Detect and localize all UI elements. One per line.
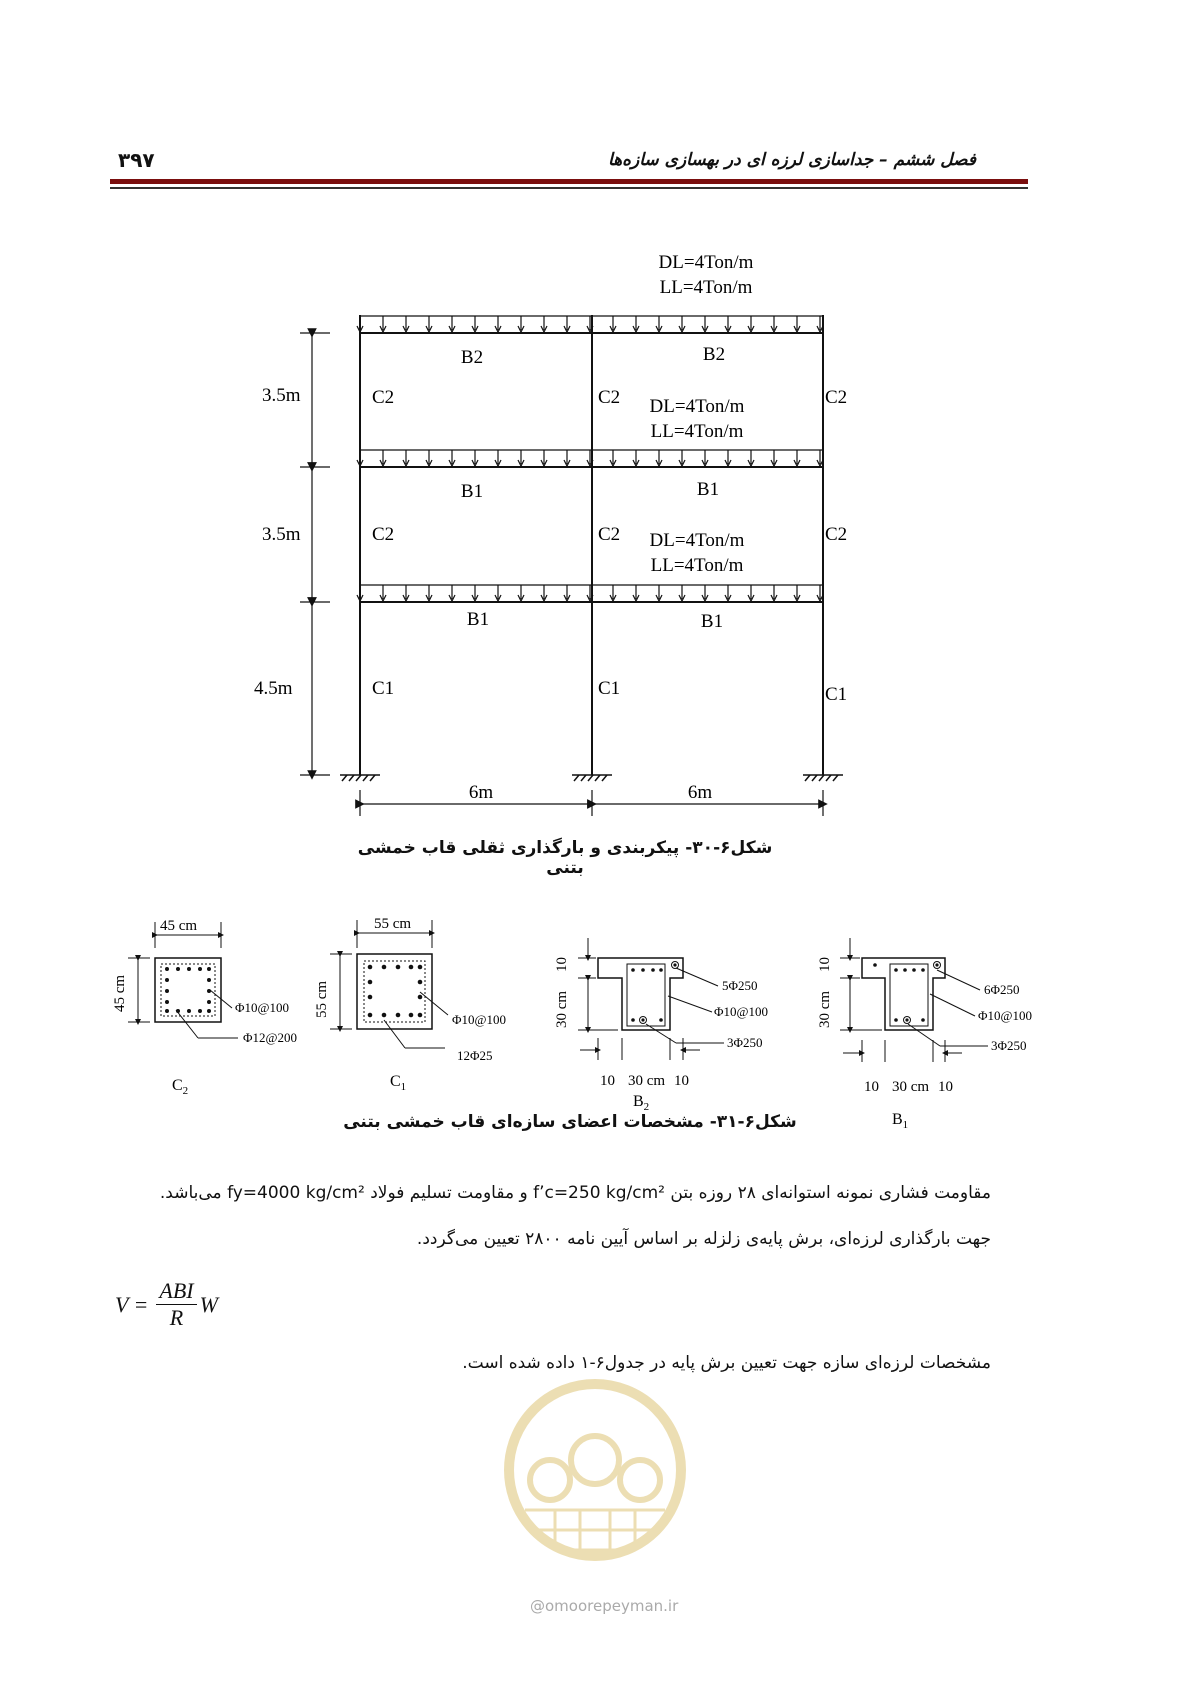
sections-diagram [0, 900, 1191, 1140]
b1-label: $B_1$ [892, 1111, 909, 1131]
col-label-top-mid: C2 [598, 387, 621, 408]
b2-top-bars: 5Φ250 [722, 978, 758, 993]
beam-label-b2-left: B2 [460, 347, 484, 368]
story-dimension-line [300, 333, 330, 775]
rebar-dots-c1 [368, 965, 423, 1018]
rebar-dots-b1 [873, 962, 940, 1024]
col-label-top-right: C2 [825, 387, 848, 408]
c2-bars: Φ12@200 [243, 1030, 297, 1045]
b2-dim-mid: 30 cm [628, 1073, 666, 1089]
formula-fraction [156, 1278, 196, 1331]
span-dimension-line [360, 790, 823, 816]
rebar-dots-c2 [165, 967, 211, 1013]
figure-30-caption: شکل۶-۳۰- پیکربندی و بارگذاری ثقلی قاب خمشی بتنی [357, 838, 773, 878]
c2-ties: Φ10@100 [235, 1000, 289, 1015]
col-label-mid-right: C2 [825, 524, 848, 545]
watermark-text: @omoorepeyman.ir [530, 1597, 679, 1615]
b1-depth: 30 cm [817, 990, 833, 1028]
chapter-title: فصل ششم – جداسازی لرزه ای در بهسازی سازه‌ها [607, 150, 976, 170]
load-dl-mid: DL=4Ton/m [649, 396, 745, 417]
b2-depth: 30 cm [554, 990, 570, 1028]
b1-dim-mid: 30 cm [892, 1079, 930, 1095]
paragraph-seismic-properties: مشخصات لرزه‌ای سازه جهت تعیین برش پایه در جدول۶-۱ داده شده است. [462, 1353, 991, 1373]
load-ll-bot: LL=4Ton/m [650, 555, 744, 576]
frame-diagram [0, 0, 1191, 820]
b1-ties: Φ10@100 [978, 1008, 1032, 1023]
base-shear-formula [115, 1278, 218, 1331]
c2-height: 45 cm [112, 974, 128, 1012]
col-label-mid-mid: C2 [598, 524, 621, 545]
b1-top-bars: 6Φ250 [984, 982, 1020, 997]
b1-dim-left: 10 [864, 1079, 879, 1095]
b2-dim-right: 10 [674, 1073, 689, 1089]
distributed-load-arrows [357, 316, 823, 601]
b2-slab: 10 [554, 957, 570, 972]
section-b2 [578, 938, 724, 1060]
beam-label-b1-bot-left: B1 [466, 609, 490, 630]
b2-bottom-bars: 3Φ250 [727, 1035, 763, 1050]
figure-31-caption: شکل۶-۳۱- مشخصات اعضای سازه‌ای قاب خمشی بتنی [343, 1112, 797, 1132]
formula-lhs: V = [115, 1291, 149, 1317]
c1-ties: Φ10@100 [452, 1012, 506, 1027]
col-label-bot-left: C1 [372, 678, 395, 699]
section-c2 [128, 922, 238, 1038]
c1-label: $C_1$ [390, 1073, 407, 1093]
c2-label: $C_2$ [172, 1077, 189, 1097]
beam-label-b1-bot-right: B1 [700, 611, 724, 632]
b1-bottom-bars: 3Φ250 [991, 1038, 1027, 1053]
beam-label-b1-mid-left: B1 [460, 481, 484, 502]
load-dl-bot: DL=4Ton/m [649, 530, 745, 551]
load-dl-top: DL=4Ton/m [658, 252, 754, 273]
beam-label-b2-right: B2 [702, 344, 726, 365]
load-ll-top: LL=4Ton/m [659, 277, 753, 298]
frame-members [360, 315, 823, 775]
b1-slab: 10 [817, 957, 833, 972]
section-c1 [330, 920, 448, 1048]
paragraph-seismic-loading: جهت بارگذاری لرزه‌ای، برش پایه‌ی زلزله بر اساس آیین نامه ۲۸۰۰ تعیین می‌گردد. [416, 1229, 991, 1249]
rebar-dots-b2 [631, 962, 678, 1024]
paragraph-material-strengths: مقاومت فشاری نمونه استوانه‌ای ۲۸ روزه بتن f’c=250 kg/cm² و مقاومت تسلیم فولاد fy=4000 kg/cm² می‌باشد. [159, 1183, 991, 1203]
b1-dim-right: 10 [938, 1079, 953, 1095]
c1-height: 55 cm [314, 980, 330, 1018]
story-height-1: 4.5m [254, 678, 293, 699]
c1-width: 55 cm [374, 916, 412, 932]
beam-label-b1-mid-right: B1 [696, 479, 720, 500]
c2-width: 45 cm [160, 918, 198, 934]
story-height-2: 3.5m [262, 524, 301, 545]
load-ll-mid: LL=4Ton/m [650, 421, 744, 442]
c1-bars: 12Φ25 [457, 1048, 493, 1063]
span-right: 6m [687, 782, 713, 803]
b2-dim-left: 10 [600, 1073, 615, 1089]
formula-rhs: W [199, 1291, 218, 1317]
watermark-logo [495, 1370, 695, 1590]
col-label-top-left: C2 [372, 387, 395, 408]
formula-numerator: ABI [156, 1278, 196, 1305]
b2-label: $B_2$ [633, 1093, 650, 1113]
span-left: 6m [468, 782, 494, 803]
formula-denominator: R [169, 1305, 184, 1330]
col-label-bot-right: C1 [825, 684, 848, 705]
story-height-3: 3.5m [262, 385, 301, 406]
section-b1 [840, 938, 988, 1062]
page-number: ۳۹۷ [118, 148, 155, 172]
fixed-supports [340, 775, 843, 781]
b2-ties: Φ10@100 [714, 1004, 768, 1019]
col-label-bot-mid: C1 [598, 678, 621, 699]
col-label-mid-left: C2 [372, 524, 395, 545]
